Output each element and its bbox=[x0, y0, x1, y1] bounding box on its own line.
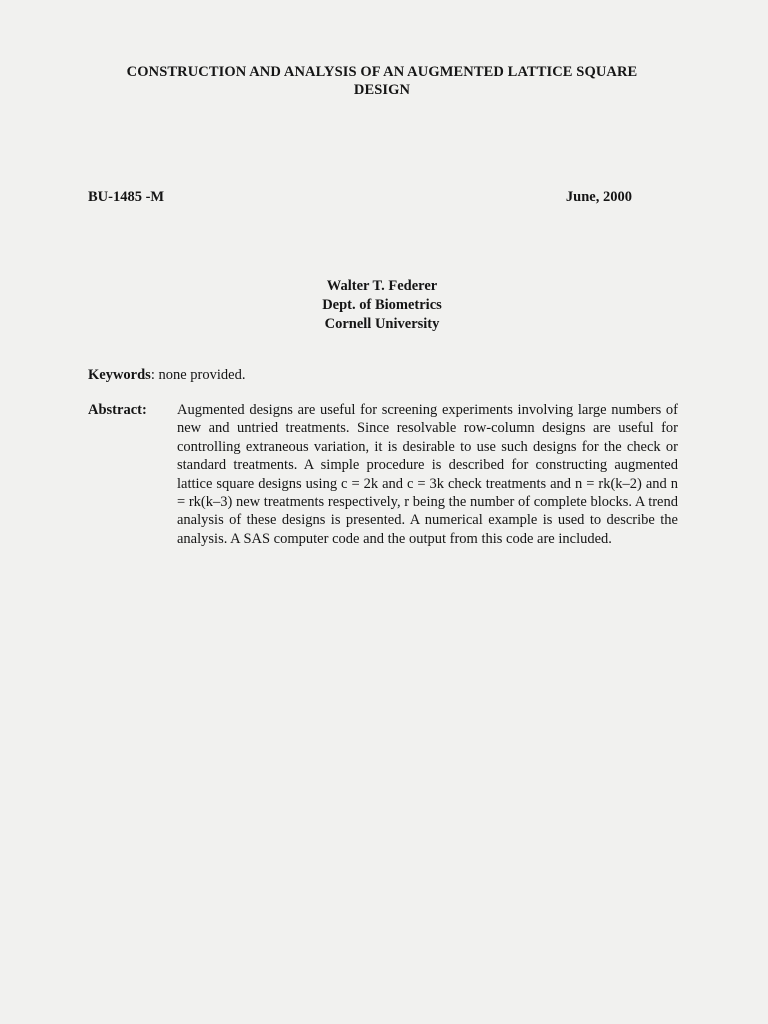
document-title bbox=[80, 63, 684, 99]
keywords-separator: : bbox=[150, 367, 155, 383]
keywords-line bbox=[88, 366, 245, 385]
title-line-2: DESIGN bbox=[353, 82, 411, 98]
abstract-label: Abstract: bbox=[88, 402, 147, 418]
author-block bbox=[280, 277, 484, 334]
keywords-label: Keywords bbox=[88, 367, 151, 383]
report-number: BU-1485 -M bbox=[88, 189, 165, 205]
author-institution: Cornell University bbox=[324, 316, 440, 332]
title-line-1: CONSTRUCTION AND ANALYSIS OF AN AUGMENTED LATTICE SQUARE bbox=[126, 64, 638, 80]
abstract-body: Augmented designs are useful for screening experiments involving large numbers of new and untried treatments. Since resolvable row-column designs are useful for controlling extraneous variation, it is desirable to use such designs for the check or standard treatments. A simple procedure is described for constructing augmented lattice square designs using c = 2k and c = 3k check treatments and n = rk(k–2) and n = rk(k–3) new treatments respectively, r being the number of complete blocks. A trend analysis of these designs is presented. A numerical example is used to describe the analysis. A SAS computer code and the output from this code are included. bbox=[177, 402, 678, 547]
author-name: Walter T. Federer bbox=[326, 278, 438, 294]
report-date: June, 2000 bbox=[565, 189, 632, 205]
keywords-value: none provided. bbox=[154, 367, 246, 383]
author-department: Dept. of Biometrics bbox=[322, 297, 442, 313]
